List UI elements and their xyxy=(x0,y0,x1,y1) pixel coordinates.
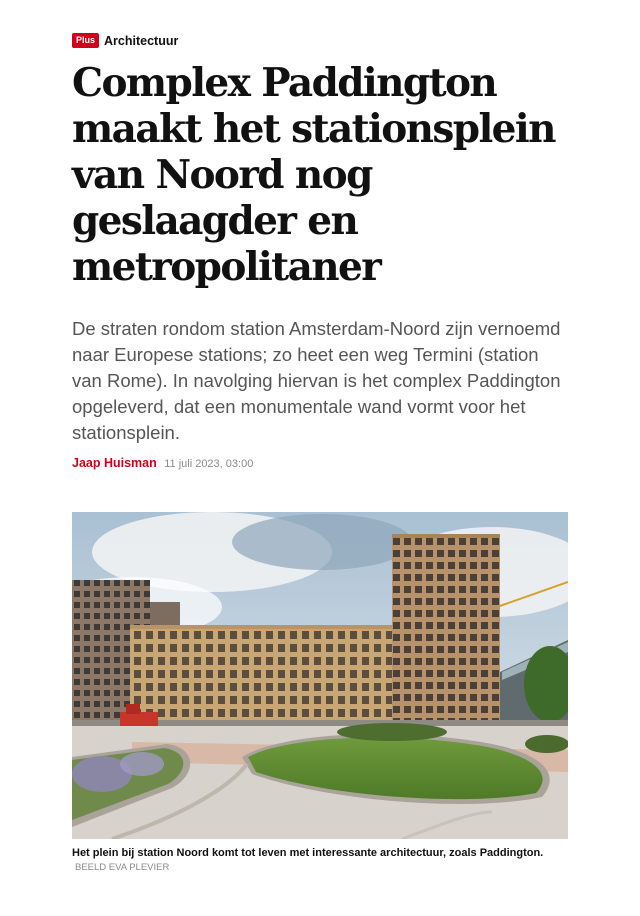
author-link[interactable]: Jaap Huisman xyxy=(72,456,157,470)
article-headline: Complex Paddington maakt het stationsplein van Noord nog geslaagder en metropolitaner xyxy=(72,60,555,290)
article-intro: De straten rondom station Amsterdam-Noord zijn vernoemd naar Europese stations; zo heet een weg Termini (station van Rome). In navolging hiervan is het complex Paddington opgeleverd, dat een monumentale wand vormt voor het stationsplein. xyxy=(72,318,561,443)
kicker xyxy=(72,33,178,48)
publish-date: 11 juli 2023, 03:00 xyxy=(164,458,254,470)
plus-badge: Plus xyxy=(72,33,99,48)
photo-caption xyxy=(72,846,568,875)
article-photo[interactable] xyxy=(72,512,568,839)
byline xyxy=(72,454,253,472)
category-link[interactable]: Architectuur xyxy=(104,33,179,48)
photo-credit: BEELD EVA PLEVIER xyxy=(75,862,170,873)
photo-illustration xyxy=(72,512,568,839)
caption-text: Het plein bij station Noord komt tot leven met interessante architectuur, zoals Paddington. xyxy=(72,847,544,859)
